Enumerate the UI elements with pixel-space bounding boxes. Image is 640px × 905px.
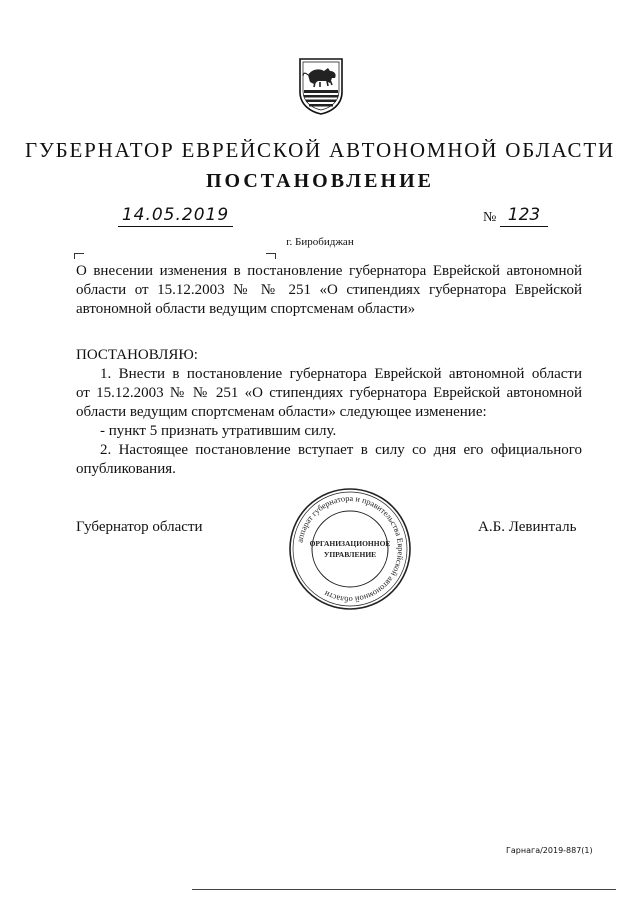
seal-center-line: УПРАВЛЕНИЕ: [323, 550, 377, 559]
document-number: 123: [500, 204, 548, 227]
body-line: - пункт 5 признать утратившим силу.: [100, 423, 337, 439]
body-line: 1. Внести в постановление губернатора Еврейской автономной области: [100, 366, 582, 382]
body-line: области ведущим спортсменам области» следующее изменение:: [76, 404, 487, 420]
document-date: 14.05.2019: [118, 204, 233, 227]
signer-position: Губернатор области: [76, 519, 203, 535]
signer-name: А.Б. Левинталь: [478, 519, 577, 535]
seal-center-line: ОРГАНИЗАЦИОННОЕ: [309, 539, 391, 548]
body-line: 2. Настоящее постановление вступает в силу со дня его официального: [100, 442, 582, 458]
document-type: ПОСТАНОВЛЕНИЕ: [206, 170, 434, 192]
decree-word: ПОСТАНОВЛЯЮ:: [76, 347, 198, 363]
city: г. Биробиджан: [286, 236, 354, 248]
subject-line: О внесении изменения в постановление губернатора Еврейской автономной: [76, 263, 582, 279]
corner-mark-left: [74, 253, 84, 259]
body-line: от 15.12.2003 № № 251 «О стипендиях губернатора Еврейской автономной: [76, 385, 582, 401]
body-line: опубликования.: [76, 461, 176, 477]
seal-ring-text: аппарат губернатора и правительства Еврейской автономной области: [295, 493, 406, 605]
footer-code: Гарнага/2019-887(1): [506, 846, 593, 855]
organization-seal: [288, 487, 412, 611]
bottom-rule: [192, 889, 616, 890]
corner-mark-right: [266, 253, 276, 259]
subject-line: области от 15.12.2003 № № 251 «О стипендиях губернатора Еврейской: [76, 282, 582, 298]
subject-line: автономной области ведущим спортсменам области»: [76, 301, 416, 317]
issuer-title: ГУБЕРНАТОР ЕВРЕЙСКОЙ АВТОНОМНОЙ ОБЛАСТИ: [25, 138, 615, 162]
coat-of-arms-icon: [297, 56, 345, 116]
number-label: №: [483, 210, 497, 225]
